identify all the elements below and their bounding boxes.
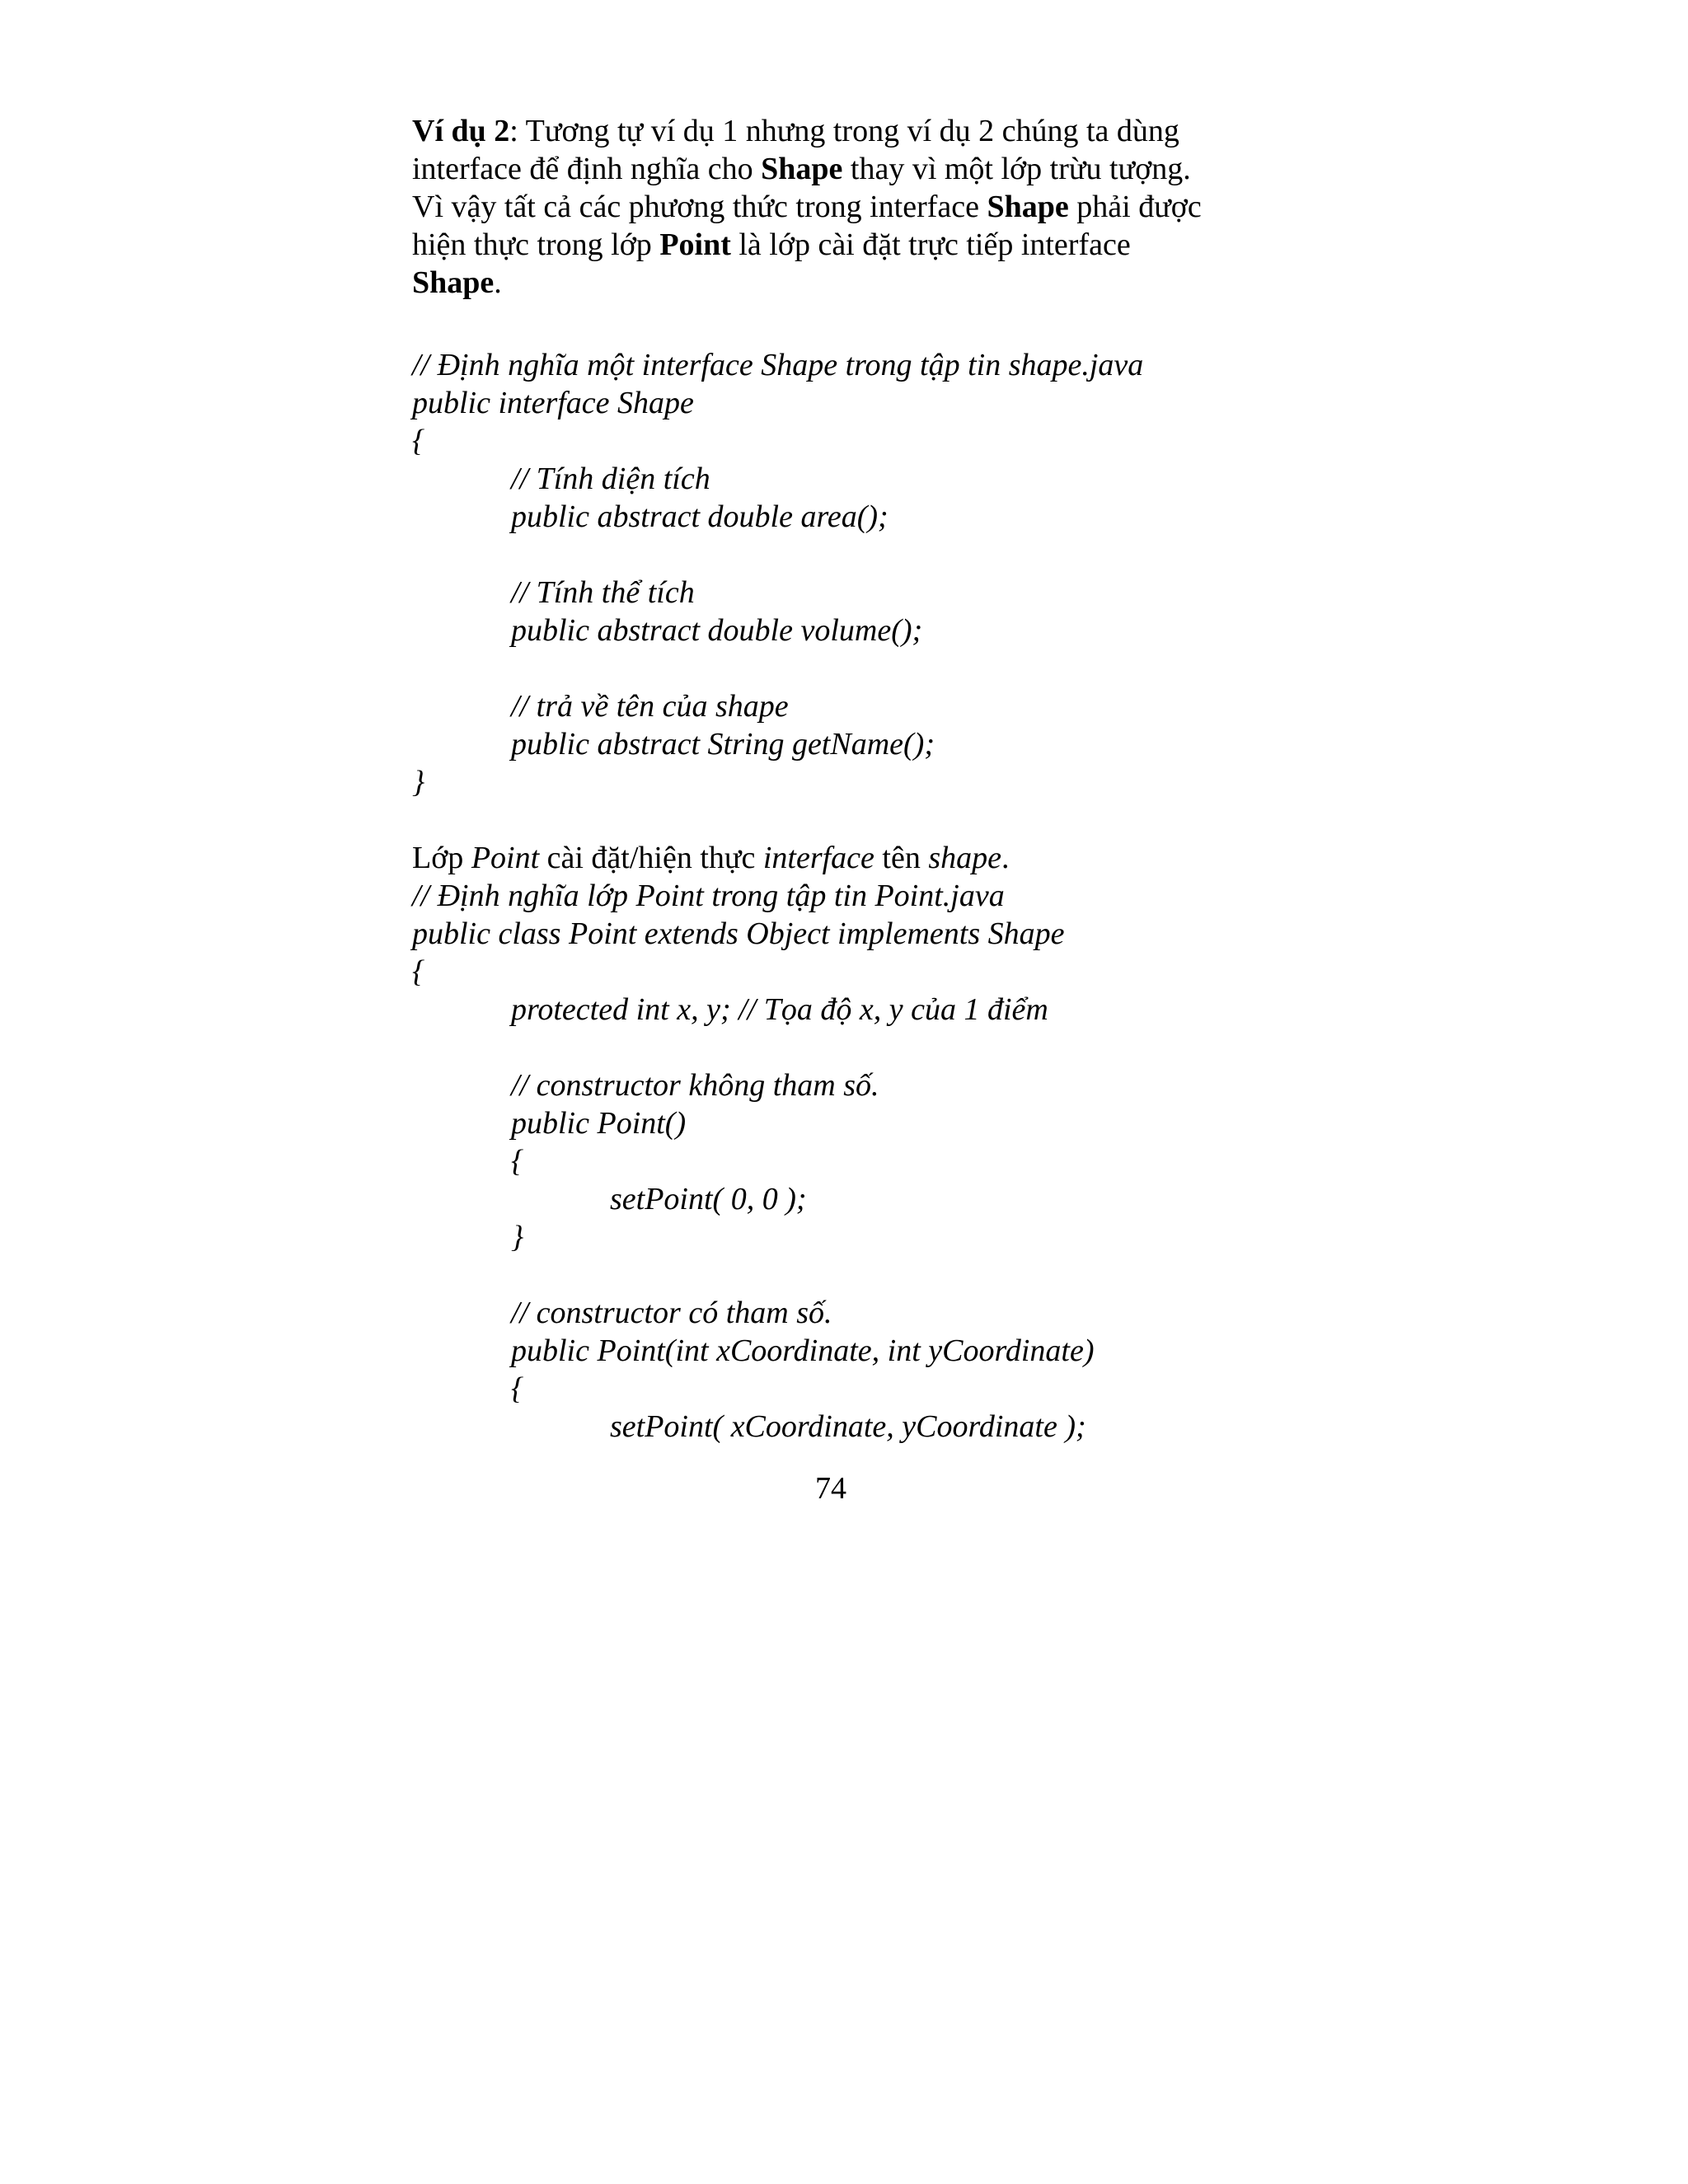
code-comment: // Định nghĩa một interface Shape trong tập tin shape.java <box>412 348 1144 382</box>
intro-text <box>412 264 502 302</box>
page-number: 74 <box>815 1471 846 1506</box>
bold-term: Shape <box>987 190 1069 224</box>
code-brace: } <box>511 1220 524 1254</box>
intro-line <box>412 150 1250 188</box>
italic-term: shape <box>928 841 1002 875</box>
intro-text-segment: . <box>494 265 502 300</box>
code-line: public abstract String getName(); <box>511 727 935 762</box>
intro-text <box>412 188 1202 226</box>
bold-term: Shape <box>412 265 495 300</box>
bold-term: Shape <box>761 152 843 186</box>
code-line: public Point() <box>511 1106 687 1141</box>
example-label: Ví dụ 2 <box>412 114 510 148</box>
code-comment: // constructor có tham số. <box>511 1296 832 1330</box>
prose-segment: cài đặt/hiện thực <box>539 841 763 875</box>
code-line: protected int x, y; // Tọa độ x, y của 1 điểm <box>511 992 1048 1027</box>
code-brace: } <box>412 765 425 799</box>
prose-segment: Lớp <box>412 841 471 875</box>
prose-segment: tên <box>874 841 929 875</box>
code-brace: { <box>412 424 425 458</box>
bold-term: Point <box>659 227 731 262</box>
code-comment: // constructor không tham số. <box>511 1068 879 1103</box>
code-brace: { <box>511 1371 524 1406</box>
intro-text <box>412 112 1179 150</box>
code-line: public abstract double volume(); <box>511 613 923 648</box>
intro-text-segment: Vì vậy tất cả các phương thức trong interface <box>412 190 987 224</box>
code-brace: { <box>511 1144 524 1179</box>
code-line: setPoint( xCoordinate, yCoordinate ); <box>610 1409 1086 1444</box>
code-line: public abstract double area(); <box>511 499 889 534</box>
intro-text-segment: hiện thực trong lớp <box>412 227 660 262</box>
intro-text-segment: interface để định nghĩa cho <box>412 152 762 186</box>
prose-segment: . <box>1001 841 1010 875</box>
intro-text <box>412 226 1131 264</box>
intro-line <box>412 264 1250 302</box>
code-line: public Point(int xCoordinate, int yCoordinate) <box>511 1333 1095 1368</box>
italic-term: interface <box>762 841 874 875</box>
code-line: public interface Shape <box>412 386 694 420</box>
intro-paragraph <box>412 112 1250 302</box>
code-comment: // trả về tên của shape <box>511 689 789 724</box>
code-comment: // Tính thể tích <box>511 575 695 610</box>
code-line: public class Point extends Object implements Shape <box>412 916 1065 951</box>
intro-line <box>412 188 1250 226</box>
intro-text-segment: là lớp cài đặt trực tiếp interface <box>730 227 1131 262</box>
code-line: setPoint( 0, 0 ); <box>610 1182 807 1216</box>
intro-text-segment: : Tương tự ví dụ 1 nhưng trong ví dụ 2 chúng ta dùng <box>509 114 1179 148</box>
code-comment: // Định nghĩa lớp Point trong tập tin Point.java <box>412 879 1005 913</box>
code-brace: { <box>412 954 425 989</box>
intro-text <box>412 150 1191 188</box>
intro-text-segment: phải được <box>1068 190 1202 224</box>
intro-line <box>412 226 1250 264</box>
intro-line <box>412 112 1250 150</box>
point-intro-sentence <box>412 839 1010 877</box>
italic-term: Point <box>471 841 540 875</box>
code-comment: // Tính diện tích <box>511 462 710 496</box>
intro-text-segment: thay vì một lớp trừu tượng. <box>842 152 1191 186</box>
